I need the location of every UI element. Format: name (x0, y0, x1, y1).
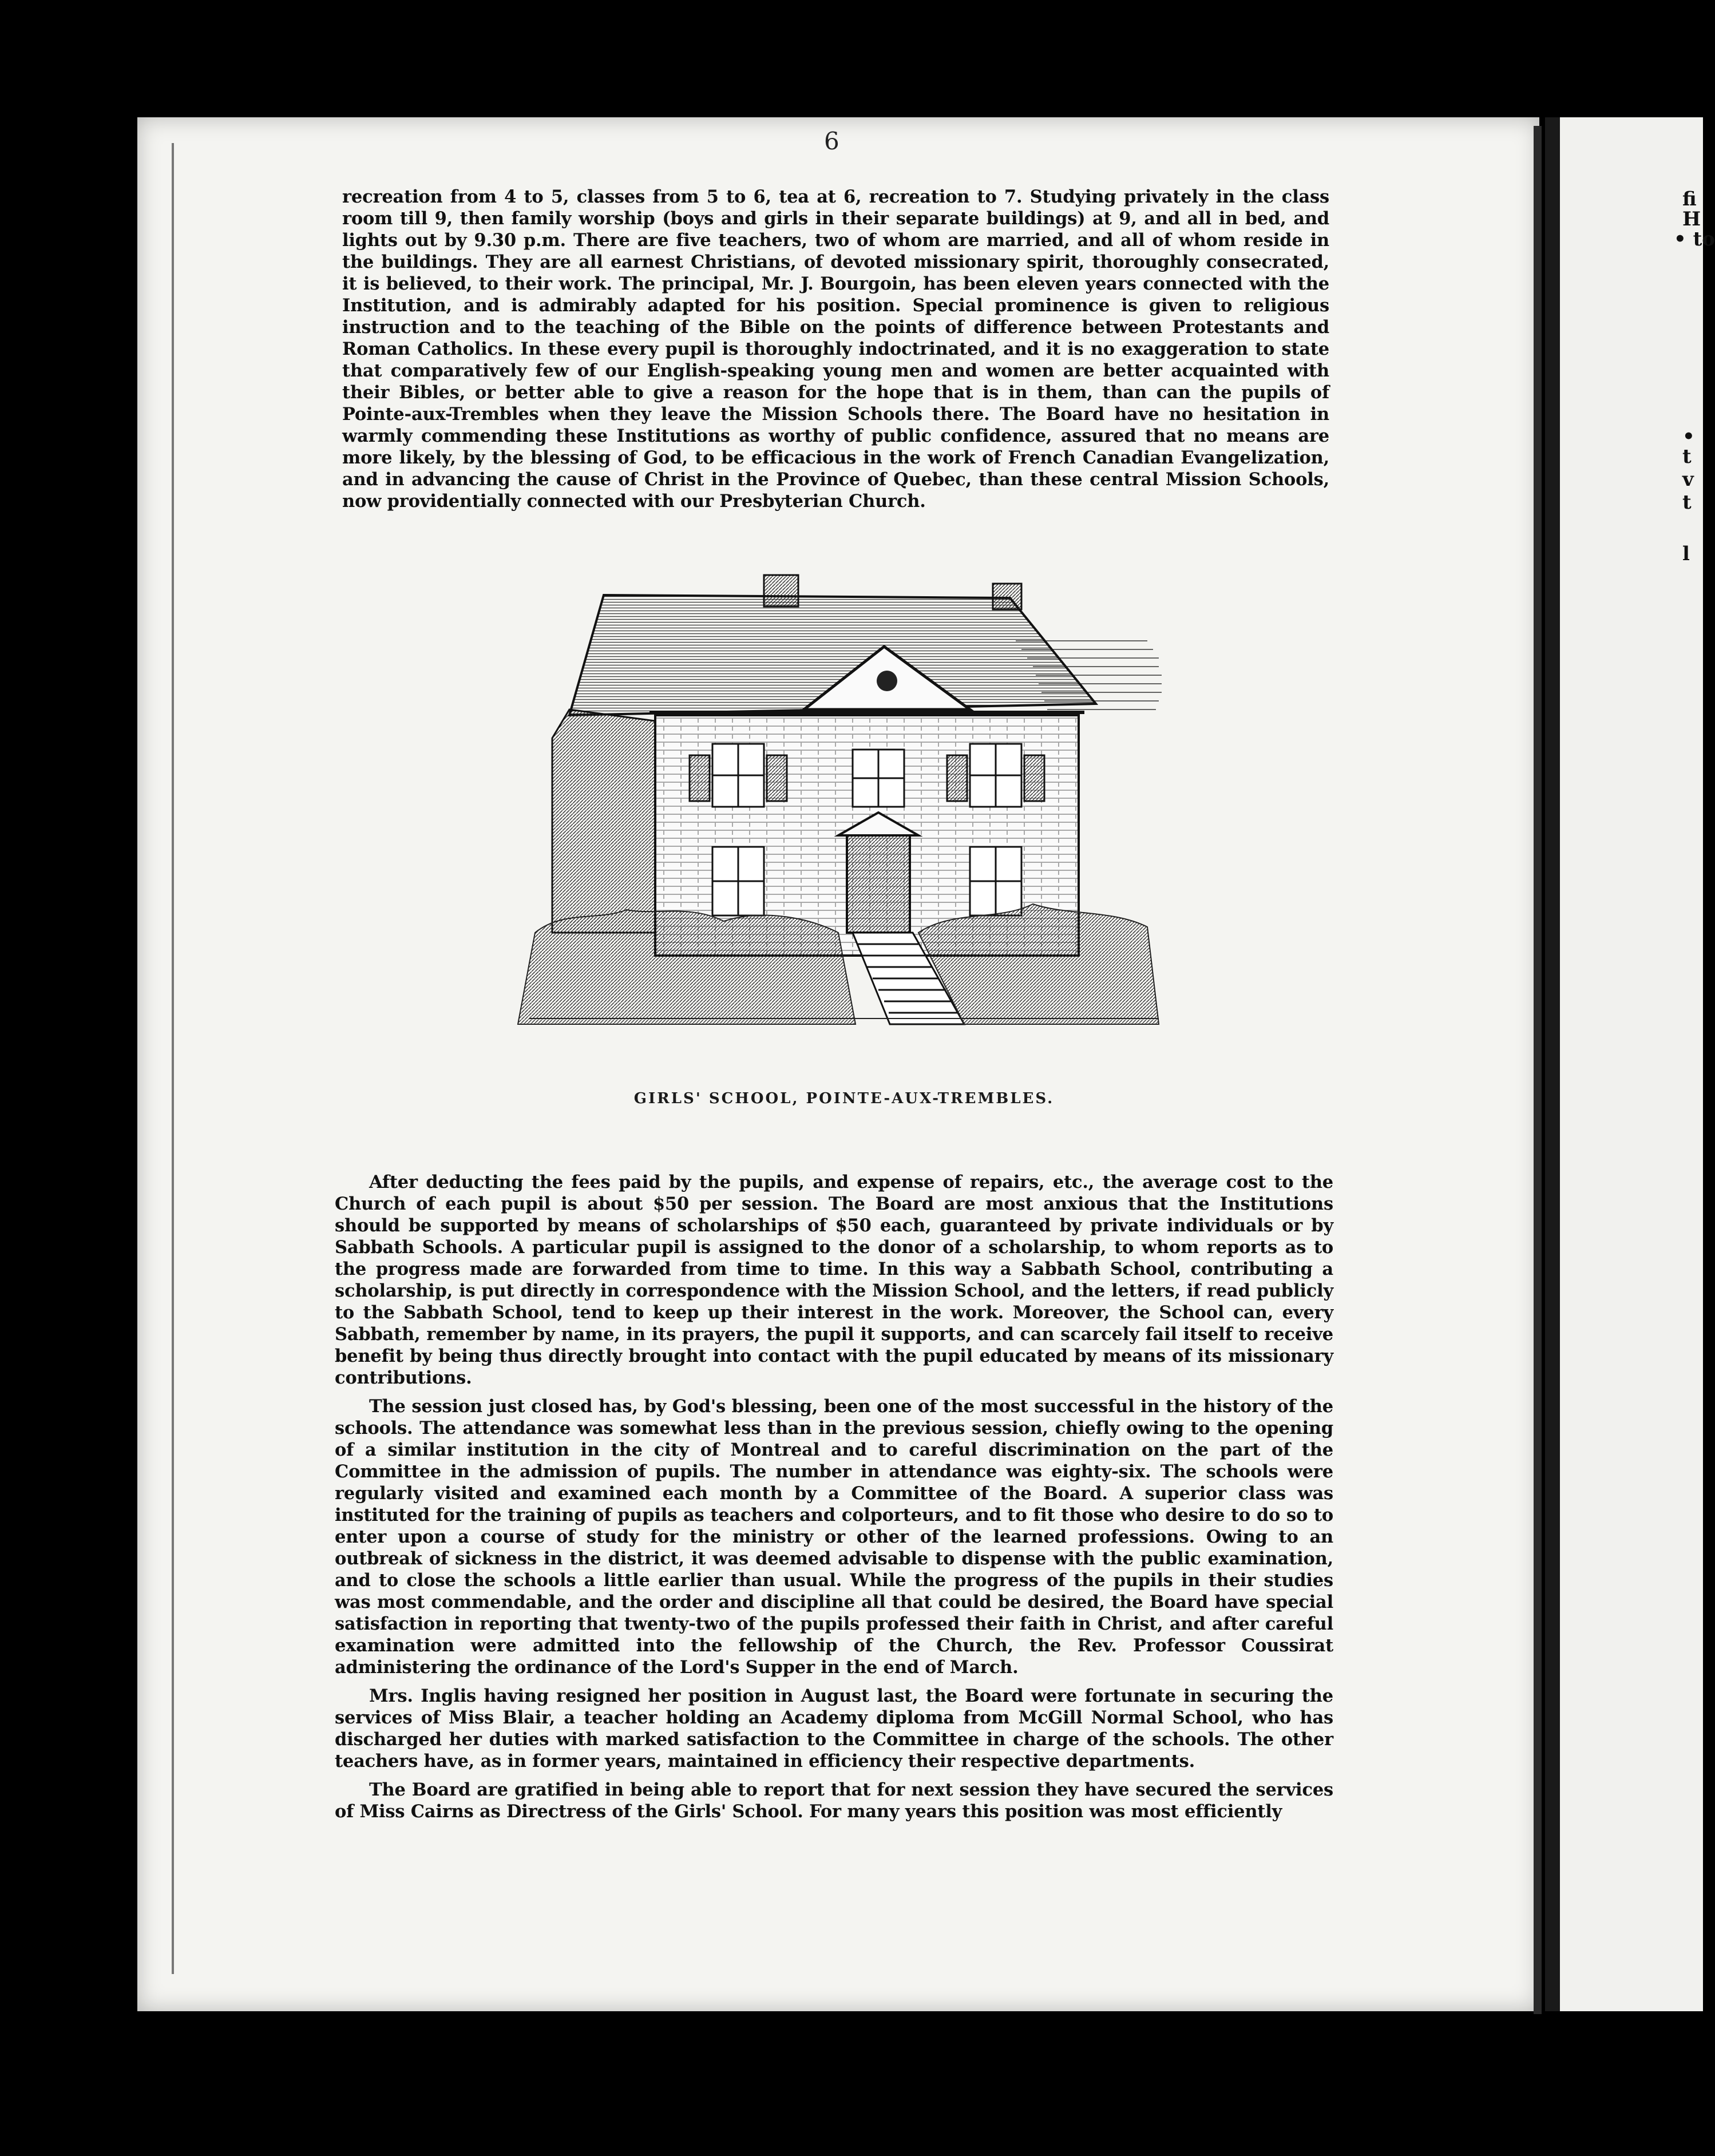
girls-school-engraving (518, 566, 1170, 1041)
adjacent-fragment: t (1682, 491, 1692, 514)
page-number: 6 (824, 127, 839, 155)
page-gutter (1534, 126, 1542, 2014)
scan-border (0, 0, 1703, 117)
illustration-caption: GIRLS' SCHOOL, POINTE-AUX-TREMBLES. (633, 1090, 1055, 1107)
adjacent-fragment: l (1682, 542, 1690, 565)
adjacent-page-gutter (1545, 117, 1560, 2011)
paragraph-directress: The Board are gratified in being able to report that for next session they have secured the services of Miss Cairns as Directress of the Girls' School. For many years this position was most efficiently (335, 1780, 1333, 1822)
adjacent-fragment: v (1682, 468, 1694, 491)
top-text-block (342, 186, 1329, 512)
adjacent-fragment: t (1682, 445, 1692, 468)
paragraph-teachers: Mrs. Inglis having resigned her position in August last, the Board were fortunate in securing the services of Miss Blair, a teacher holding an Academy diploma from McGill Normal School, who has discharged her duties with marked satisfaction to the Committee in charge of the schools. The other teachers have, as in former years, maintained in efficiency their respective departments. (335, 1686, 1333, 1771)
adjacent-fragment: fi (1682, 188, 1697, 211)
adjacent-fragment: • to (1674, 228, 1715, 251)
paragraph-session: The session just closed has, by God's blessing, been one of the most successful in the history of the schools. The attendance was somewhat less than in the previous session, chiefly owing to the opening of a similar institution in the city of Montreal and to careful discrimination on the part of the Committee in the admission of pupils. The number in attendance was eighty-six. The schools were regularly visited and examined each month by a Committee of the Board. A superior class was instituted for the training of pupils as teachers and colporteurs, and to fit those who desire to do so to enter upon a course of study for the ministry or other of the learned professions. Owing to an outbreak of sickness in the district, it was deemed advisable to dispense with the public examination, and to close the schools a little earlier than usual. While the progress of the pupils in their studies was most commendable, and the order and discipline all that could be desired, the Board have special satisfaction in reporting that twenty-two of the pupils professed their faith in Christ, and after careful examination were admitted into the fellowship of the Church, the Rev. Professor Coussirat administering the ordinance of the Lord's Supper in the end of March. (335, 1396, 1333, 1678)
page-fold-line (172, 143, 174, 1974)
bottom-text-block (335, 1171, 1333, 1822)
adjacent-page-edge (1545, 117, 1715, 2011)
adjacent-fragment: H (1682, 208, 1701, 231)
paragraph-scholarships: After deducting the fees paid by the pupils, and expense of repairs, etc., the average cost to the Church of each pupil is about $50 per session. The Board are most anxious that the Institutions should be supported by means of scholarships of $50 each, guaranteed by private individuals or by Sabbath Schools. A particular pupil is assigned to the donor of a scholarship, to whom reports as to the progress made are forwarded from time to time. In this way a Sabbath School, contributing a scholarship, is put directly in correspondence with the Mission School, and the letters, if read publicly to the Sabbath School, tend to keep up their interest in the work. Moreover, the School can, every Sabbath, remember by name, in its prayers, the pupil it supports, and can scarcely fail itself to receive benefit by being thus directly brought into contact with the pupil educated by means of its missionary contributions. (335, 1172, 1333, 1388)
adjacent-fragment: • (1682, 425, 1695, 448)
top-paragraph: recreation from 4 to 5, classes from 5 to 6, tea at 6, recreation to 7. Studying privately in the class room till 9, then family worship (boys and girls in their separate buildings) at 9, and all in bed, and lights out by 9.30 p.m. There are five teachers, two of whom are married, and all of whom reside in the buildings. They are all earnest Christians, of devoted missionary spirit, thoroughly consecrated, it is believed, to their work. The principal, Mr. J. Bourgoin, has been eleven years connected with the Institution, and is admirably adapted for his position. Special prominence is given to religious instruction and to the teaching of the Bible on the points of difference between Protestants and Roman Catholics. In these every pupil is thoroughly indoctrinated, and it is no exaggeration to state that comparatively few of our English-speaking young men and women are better acquainted with their Bibles, or better able to give a reason for the hope that is in them, than can the pupils of Pointe-aux-Trembles when they leave the Mission Schools there. The Board have no hesitation in warmly commending these Institutions as worthy of public confidence, assured that no means are more likely, by the blessing of God, to be efficacious in the work of French Canadian Evangelization, and in advancing the cause of Christ in the Province of Quebec, than these central Mission Schools, now providentially connected with our Presbyterian Church. (342, 187, 1329, 512)
